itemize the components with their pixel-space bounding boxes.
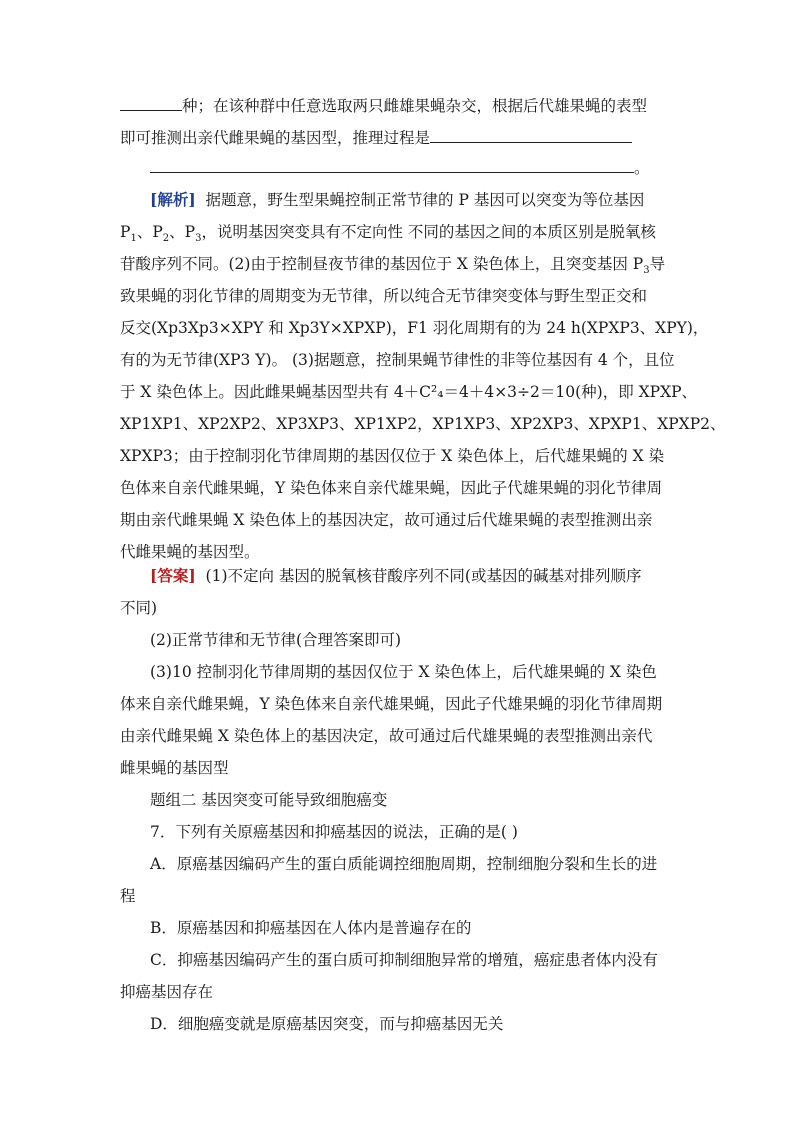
question-7-stem: 7．下列有关原癌基因和抑癌基因的说法，正确的是( ): [150, 823, 518, 841]
answer-line-5: 体来自亲代雌果蝇，Y 染色体来自亲代雄果蝇，因此子代雄果蝇的羽化节律周期: [120, 695, 663, 713]
option-a-line-2[interactable]: 程: [120, 887, 136, 905]
analysis-line-7: 于 X 染色体上。因此雌果蝇基因型共有 4＋C²₄＝4＋4×3÷2＝10(种)，即 XPXP、: [120, 383, 698, 401]
analysis-line-10: 色体来自亲代雌果蝇，Y 染色体来自亲代雄果蝇，因此子代雄果蝇的羽化节律周: [120, 479, 663, 497]
answer-line-3: (2)正常节律和无节律(合理答案即可): [150, 631, 402, 649]
analysis-line-11: 期由亲代雌果蝇 X 染色体上的基因决定，故可通过后代雄果蝇的表型推测出亲: [120, 511, 653, 529]
answer-line-2: 不同): [120, 599, 158, 617]
option-a-line-1[interactable]: A．原癌基因编码产生的蛋白质能调控细胞周期，控制细胞分裂和生长的进: [150, 855, 658, 873]
option-c-line-2[interactable]: 抑癌基因存在: [120, 983, 214, 1001]
analysis-line-12: 代雌果蝇的基因型。: [120, 543, 260, 561]
continuation-line-3: 。: [150, 158, 650, 178]
answer-blank-2[interactable]: [430, 128, 632, 143]
continuation-line-1: 种；在该种群中任意选取两只雌雄果蝇杂交，根据后代雄果蝇的表型: [120, 96, 647, 116]
analysis-line-2: $P_1$、$P_2$、$P_3$，说明基因突变具有不定向性 不同的基因之间的本质区别是脱氧核: [120, 223, 656, 245]
answer-line-7: 雌果蝇的基因型: [120, 759, 229, 777]
analysis-line-9: XPXP3；由于控制羽化节律周期的基因仅位于 X 染色体上，后代雄果蝇的 X 染: [120, 447, 665, 465]
option-b[interactable]: B．原癌基因和抑癌基因在人体内是普遍存在的: [150, 919, 472, 937]
answer-label: [答案]: [150, 566, 196, 585]
analysis-line-5: 反交(Xp3Xp3×XPY 和 Xp3Y×XPXP)，F1 羽化周期有的为 24 h(XPXP3、XPY)，: [120, 319, 709, 337]
group-two-title: 题组二 基因突变可能导致细胞癌变: [150, 791, 388, 809]
option-c-line-1[interactable]: C．抑癌基因编码产生的蛋白质可抑制细胞异常的增殖，癌症患者体内没有: [150, 951, 658, 969]
analysis-line-8: XP1XP1、XP2XP2、XP3XP3、XP1XP2，XP1XP3、XP2XP3、XPXP1、XPXP2、: [120, 415, 726, 433]
answer-line-4: (3)10 控制羽化节律周期的基因仅位于 X 染色体上，后代雄果蝇的 X 染色: [150, 663, 657, 681]
analysis-line-6: 有的为无节律(XP3 Y)。 (3)据题意，控制果蝇节律性的非等位基因有 4 个，且位: [120, 351, 675, 369]
analysis-line-4: 致果蝇的羽化节律的周期变为无节律，所以纯合无节律突变体与野生型正交和: [120, 287, 648, 305]
continuation-line-2: 即可推测出亲代雌果蝇的基因型，推理过程是: [120, 128, 632, 148]
answer-line-1: [答案] (1)不定向 基因的脱氧核苷酸序列不同(或基因的碱基对排列顺序: [150, 566, 642, 585]
analysis-line-3: 苷酸序列不同。(2)由于控制昼夜节律的基因位于 X 染色体上，且突变基因 $P_3$导: [120, 255, 666, 277]
analysis-label: [解析]: [150, 190, 196, 209]
answer-blank-1[interactable]: [120, 96, 182, 111]
option-d[interactable]: D．细胞癌变就是原癌基因突变，而与抑癌基因无关: [150, 1015, 504, 1033]
answer-blank-3[interactable]: [150, 158, 634, 173]
answer-line-6: 由亲代雌果蝇 X 染色体上的基因决定，故可通过后代雄果蝇的表型推测出亲代: [120, 727, 653, 745]
analysis-line-1: [解析] 据题意，野生型果蝇控制正常节律的 P 基因可以突变为等位基因: [150, 190, 645, 209]
